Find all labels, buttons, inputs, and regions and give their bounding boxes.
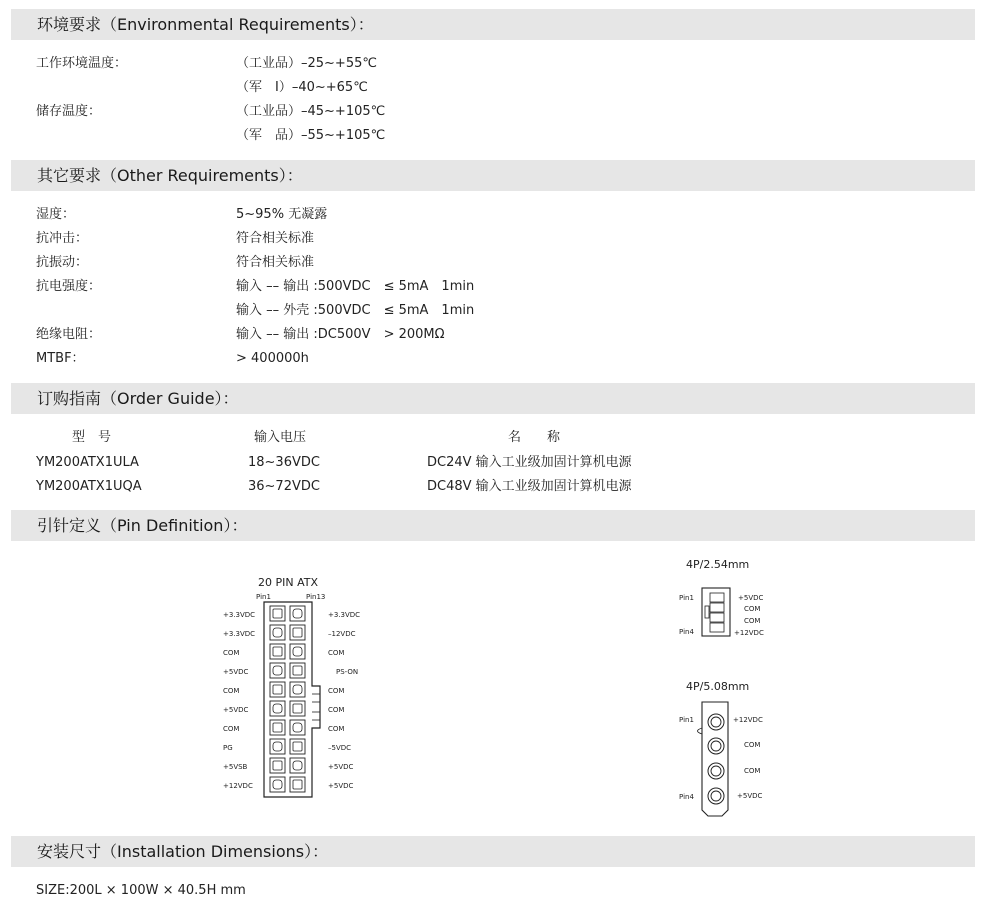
section-header-install xyxy=(11,836,975,867)
env-value: （工业品）–25~+55℃ xyxy=(236,56,377,71)
atx-right-pin-label: +3.3VDC xyxy=(328,611,361,619)
atx-title: 20 PIN ATX xyxy=(258,576,319,589)
atx-left-pin-label: +3.3VDC xyxy=(223,630,256,638)
small-pin1-label: Pin1 xyxy=(679,594,694,602)
atx-right-pin-label: PS-ON xyxy=(336,668,359,676)
atx-pin-hole xyxy=(273,780,282,789)
atx-right-pin-label: COM xyxy=(328,687,345,695)
other-label: 湿度： xyxy=(36,207,76,222)
large-pin-label: +12VDC xyxy=(733,716,763,724)
atx-pin-hole xyxy=(273,609,282,618)
atx-right-pin-label: –12VDC xyxy=(328,630,356,638)
large-pin-label: COM xyxy=(744,741,761,749)
atx-pin-hole xyxy=(273,628,282,637)
order-header-name: 名 称 xyxy=(508,430,561,445)
section-header-environmental xyxy=(11,9,975,40)
order-model: YM200ATX1UQA xyxy=(36,479,142,494)
small-pin-label: +5VDC xyxy=(738,594,764,602)
atx-pin-hole xyxy=(273,742,282,751)
atx-pin-hole xyxy=(293,742,302,751)
atx-left-pin-label: COM xyxy=(223,725,240,733)
atx-pin-hole xyxy=(293,609,302,618)
large-pin4-label: Pin4 xyxy=(679,793,694,801)
install-size: SIZE:200L × 100W × 40.5H mm xyxy=(36,883,246,898)
atx-pin-hole xyxy=(273,704,282,713)
other-label: MTBF： xyxy=(36,351,85,366)
atx-pin-hole xyxy=(273,761,282,770)
order-name: DC48V 输入工业级加固计算机电源 xyxy=(427,479,632,494)
large-pin1-label: Pin1 xyxy=(679,716,694,724)
atx-pin-hole xyxy=(293,723,302,732)
atx-pin-hole xyxy=(293,647,302,656)
atx-pin-hole xyxy=(293,666,302,675)
atx-right-pin-label: +5VDC xyxy=(328,763,354,771)
small-pin-label: COM xyxy=(744,605,761,613)
atx-left-pin-label: +12VDC xyxy=(223,782,253,790)
atx-left-pin-label: COM xyxy=(223,687,240,695)
atx-pin13-label: Pin13 xyxy=(306,593,326,601)
env-value: （工业品）–45~+105℃ xyxy=(236,104,386,119)
atx-pin-hole xyxy=(293,780,302,789)
other-value: > 400000h xyxy=(236,351,309,366)
env-label-operating-temp: 工作环境温度： xyxy=(36,56,128,71)
section-title: 安装尺寸（Installation Dimensions）： xyxy=(37,842,329,861)
atx-left-pin-label: +5VSB xyxy=(223,763,248,771)
order-voltage: 36~72VDC xyxy=(248,479,320,494)
atx-pin-hole xyxy=(273,647,282,656)
atx-left-pin-label: +5VDC xyxy=(223,668,249,676)
other-label: 抗冲击： xyxy=(36,231,89,246)
atx-right-pin-label: –5VDC xyxy=(328,744,352,752)
atx-right-pin-label: COM xyxy=(328,706,345,714)
other-label: 抗振动： xyxy=(36,255,89,270)
order-name: DC24V 输入工业级加固计算机电源 xyxy=(427,455,632,470)
section-title: 其它要求（Other Requirements）： xyxy=(37,166,303,185)
atx-pin-hole xyxy=(293,704,302,713)
order-header-model: 型 号 xyxy=(72,430,112,445)
other-value: 符合相关标准 xyxy=(236,231,315,246)
atx-pin-hole xyxy=(293,685,302,694)
atx-pin-hole xyxy=(293,628,302,637)
small-pin-label: +12VDC xyxy=(734,629,764,637)
small-connector-title: 4P/2.54mm xyxy=(686,558,750,571)
atx-right-pin-label: COM xyxy=(328,725,345,733)
small-pin-label: COM xyxy=(744,617,761,625)
large-connector-title: 4P/5.08mm xyxy=(686,680,750,693)
other-value: 符合相关标准 xyxy=(236,255,315,270)
large-pin-label: +5VDC xyxy=(737,792,763,800)
other-label: 绝缘电阻： xyxy=(36,327,102,342)
other-value: 5~95% 无凝露 xyxy=(236,207,328,222)
env-label-storage-temp: 储存温度： xyxy=(36,104,102,119)
other-label: 抗电强度： xyxy=(36,279,102,294)
section-title: 环境要求（Environmental Requirements）： xyxy=(37,15,374,34)
other-value: 输入 –– 输出 :DC500V > 200MΩ xyxy=(236,327,445,342)
other-value: 输入 –– 外壳 :500VDC ≤ 5mA 1min xyxy=(236,303,475,318)
env-value: （军 品）–55~+105℃ xyxy=(236,128,386,143)
small-pin4-label: Pin4 xyxy=(679,628,694,636)
atx-pin-hole xyxy=(293,761,302,770)
order-model: YM200ATX1ULA xyxy=(36,455,139,470)
section-header-order xyxy=(11,383,975,414)
atx-connector-diagram xyxy=(262,600,332,800)
atx-left-pin-label: +3.3VDC xyxy=(223,611,256,619)
order-voltage: 18~36VDC xyxy=(248,455,320,470)
atx-pin-hole xyxy=(273,723,282,732)
other-value: 输入 –– 输出 :500VDC ≤ 5mA 1min xyxy=(236,279,475,294)
atx-left-pin-label: +5VDC xyxy=(223,706,249,714)
section-title: 引针定义（Pin Definition）： xyxy=(37,516,248,535)
atx-right-pin-label: COM xyxy=(328,649,345,657)
atx-left-pin-label: PG xyxy=(223,744,233,752)
atx-pin-hole xyxy=(273,666,282,675)
env-value: （军 Ⅰ）–40~+65℃ xyxy=(236,80,368,95)
order-header-voltage: 输入电压 xyxy=(254,430,307,445)
section-header-pins xyxy=(11,510,975,541)
large-pin-label: COM xyxy=(744,767,761,775)
atx-pin1-label: Pin1 xyxy=(256,593,271,601)
atx-pin-hole xyxy=(273,685,282,694)
section-title: 订购指南（Order Guide）： xyxy=(37,389,239,408)
atx-left-pin-label: COM xyxy=(223,649,240,657)
atx-right-pin-label: +5VDC xyxy=(328,782,354,790)
section-header-other xyxy=(11,160,975,191)
